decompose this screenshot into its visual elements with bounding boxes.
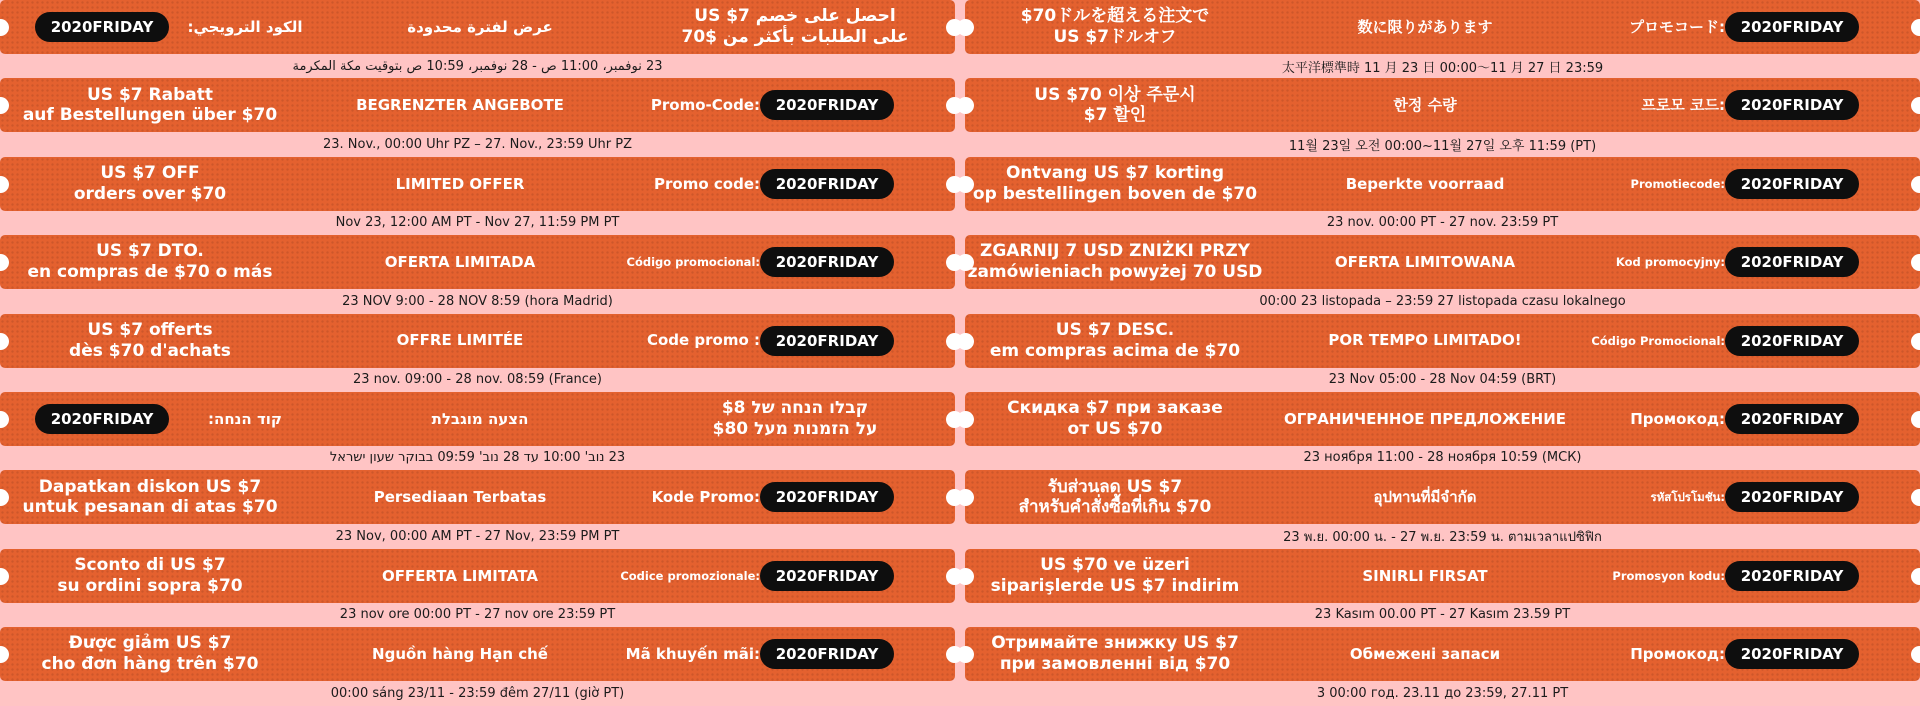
coupon-band: [965, 78, 1920, 132]
coupon-pl: [965, 235, 1920, 313]
promo-code-pill[interactable]: 2020FRIDAY: [35, 404, 169, 434]
limited-offer-label: Persediaan Terbatas: [373, 488, 547, 507]
promo-code-label: รหัสโปรโมชัน:: [1650, 490, 1725, 505]
promo-code-pill[interactable]: 2020FRIDAY: [760, 326, 894, 356]
offer-text: US $7 DTO. en compras de $70 o más: [27, 241, 273, 283]
limited-offer-label: Обмежені запаси: [1349, 644, 1501, 663]
validity-dates: 23 ноября 11:00 - 28 ноября 10:59 (МСК): [1303, 450, 1582, 466]
coupon-ar: [0, 0, 955, 78]
limited-offer-label: Beperkte voorraad: [1345, 174, 1505, 193]
limited-offer-label: OFERTA LIMITOWANA: [1334, 253, 1516, 272]
notch-left: [0, 411, 9, 428]
promo-code-label: プロモコード:: [1629, 17, 1725, 36]
coupon-vi: [0, 627, 955, 705]
promo-code-label: Codice promozionale:: [620, 568, 760, 583]
coupon-en: [0, 157, 955, 235]
coupon-ja: [965, 0, 1920, 78]
limited-offer-label: LIMITED OFFER: [395, 174, 525, 193]
coupon-band: [965, 392, 1920, 446]
validity-dates: 23 Nov 05:00 - 28 Nov 04:59 (BRT): [1328, 372, 1557, 388]
offer-text: Sconto di US $7 su ordini sopra $70: [57, 555, 243, 596]
coupon-fr: [0, 314, 955, 392]
coupon-band: [965, 470, 1920, 524]
coupon-ko: [965, 78, 1920, 156]
promo-code-pill[interactable]: 2020FRIDAY: [35, 12, 169, 42]
limited-offer-label: POR TEMPO LIMITADO!: [1328, 331, 1522, 350]
coupon-band: [0, 314, 955, 368]
promo-code-label: Промокод:: [1630, 644, 1725, 663]
offer-text: US $7 offerts dès $70 d'achats: [69, 319, 231, 361]
coupon-band: [965, 0, 1920, 54]
offer-text: Ontvang US $7 korting op bestellingen boven de $70: [972, 163, 1258, 204]
validity-dates: 23 nov ore 00:00 PT - 27 nov ore 23:59 PT: [339, 607, 616, 623]
offer-text: קבלו הנחה של $8 על הזמנות מעל $80: [712, 398, 878, 439]
promo-code-pill[interactable]: 2020FRIDAY: [1725, 12, 1859, 42]
limited-offer-label: OFFERTA LIMITATA: [381, 566, 539, 585]
coupon-de: [0, 78, 955, 156]
notch-right: [1911, 333, 1920, 350]
validity-dates: 23 nov. 00:00 PT - 27 nov. 23:59 PT: [1326, 215, 1559, 231]
coupon-band: [0, 470, 955, 524]
coupon-band: [965, 157, 1920, 211]
notch-right: [1911, 646, 1920, 663]
promo-code-pill[interactable]: 2020FRIDAY: [1725, 482, 1859, 512]
coupon-band: [0, 0, 955, 54]
coupon-band: [0, 627, 955, 681]
offer-text: US $70 이상 주문시 $7 할인: [1034, 84, 1196, 126]
coupon-it: [0, 549, 955, 627]
promo-code-label: Mã khuyến mãi:: [625, 644, 760, 663]
validity-dates: 3 00:00 год. 23.11 до 23:59, 27.11 PT: [1316, 685, 1569, 701]
promo-code-pill[interactable]: 2020FRIDAY: [760, 247, 894, 277]
limited-offer-label: อุปทานที่มีจำกัด: [1373, 488, 1477, 507]
promo-code-label: Promo-Code:: [650, 96, 760, 115]
validity-dates: 23 พ.ย. 00:00 น. - 27 พ.ย. 23:59 น. ตามเวลาแปซิฟิก: [1283, 529, 1602, 545]
limited-offer-label: SINIRLI FIRSAT: [1362, 566, 1488, 585]
promo-code-label: Código Promocional:: [1591, 333, 1725, 348]
notch-right: [1911, 97, 1920, 114]
offer-text: احصل على خصم US $7 على الطلبات بأكثر من $70: [681, 6, 909, 47]
coupon-uk: [965, 627, 1920, 705]
promo-code-label: Промокод:: [1630, 409, 1725, 428]
promo-code-label: 프로모 코드:: [1641, 96, 1725, 115]
coupon-he: [0, 392, 955, 470]
coupon-nl: [965, 157, 1920, 235]
offer-text: Отримайте знижку US $7 при замовленні від $70: [991, 633, 1239, 675]
offer-text: US $70 ve üzeri siparişlerde US $7 indirim: [990, 555, 1240, 596]
validity-dates: 00:00 23 listopada – 23:59 27 listopada czasu lokalnego: [1259, 293, 1626, 309]
coupon-band: [0, 392, 955, 446]
limited-offer-label: ОГРАНИЧЕННОЕ ПРЕДЛОЖЕНИЕ: [1283, 409, 1567, 428]
validity-dates: 太平洋標準時 11 月 23 日 00:00～11 月 27 日 23:59: [1281, 60, 1604, 76]
coupon-band: [0, 78, 955, 132]
promo-code-label: Kode Promo:: [651, 488, 760, 507]
validity-dates: 23 nov. 09:00 - 28 nov. 08:59 (France): [352, 372, 603, 388]
promo-code-label: קוד הנחה:: [208, 409, 282, 428]
promo-code-pill[interactable]: 2020FRIDAY: [760, 561, 894, 591]
offer-text: US $7 OFF orders over $70: [73, 163, 227, 204]
promo-code-pill[interactable]: 2020FRIDAY: [1725, 639, 1859, 669]
limited-offer-label: Nguồn hàng Hạn chế: [372, 644, 548, 663]
coupon-band: [0, 549, 955, 603]
offer-text: Được giảm US $7 cho đơn hàng trên $70: [41, 633, 259, 675]
limited-offer-label: OFERTA LIMITADA: [384, 253, 536, 272]
promo-code-pill[interactable]: 2020FRIDAY: [1725, 169, 1859, 199]
promo-code-pill[interactable]: 2020FRIDAY: [760, 639, 894, 669]
promo-code-label: Promotiecode:: [1630, 176, 1725, 191]
notch-right: [1911, 176, 1920, 193]
validity-dates: 23 NOV 9:00 - 28 NOV 8:59 (hora Madrid): [342, 293, 613, 309]
coupon-tr: [965, 549, 1920, 627]
coupon-id: [0, 470, 955, 548]
offer-text: Скидка $7 при заказе от US $70: [1007, 398, 1223, 439]
promo-code-pill[interactable]: 2020FRIDAY: [760, 169, 894, 199]
limited-offer-label: 数に限りがあります: [1357, 17, 1493, 36]
coupon-band: [965, 627, 1920, 681]
notch-right: [1911, 411, 1920, 428]
limited-offer-label: عرض لفترة محدودة: [407, 17, 553, 36]
offer-text: ZGARNIJ 7 USD ZNIŻKI PRZY zamówieniach powyżej 70 USD: [967, 241, 1263, 283]
validity-dates: 23 Kasım 00.00 PT - 27 Kasım 23.59 PT: [1314, 607, 1571, 623]
notch-right: [1911, 568, 1920, 585]
coupon-band: [965, 314, 1920, 368]
promo-code-pill[interactable]: 2020FRIDAY: [1725, 326, 1859, 356]
validity-dates: 23. Nov., 00:00 Uhr PZ – 27. Nov., 23:59 Uhr PZ: [322, 136, 633, 152]
limited-offer-label: 한정 수량: [1393, 96, 1457, 115]
coupon-band: [0, 235, 955, 289]
promo-code-pill[interactable]: 2020FRIDAY: [1725, 90, 1859, 120]
limited-offer-label: הצעה מוגבלת: [431, 409, 529, 428]
coupon-ru: [965, 392, 1920, 470]
notch-left: [0, 19, 9, 36]
notch-right: [1911, 254, 1920, 271]
coupon-es: [0, 235, 955, 313]
coupon-band: [965, 549, 1920, 603]
coupon-column-right: [965, 0, 1920, 706]
offer-text: Dapatkan diskon US $7 untuk pesanan di atas $70: [22, 476, 278, 518]
promo-code-pill[interactable]: 2020FRIDAY: [1725, 247, 1859, 277]
notch-right: [1911, 489, 1920, 506]
validity-dates: 23 نوفمبر، 11:00 ص - 28 نوفمبر، 10:59 ص بتوقيت مكة المكرمة: [292, 58, 663, 74]
offer-text: $70ドルを超える注文で US $7ドルオフ: [1020, 6, 1210, 47]
validity-dates: Nov 23, 12:00 AM PT - Nov 27, 11:59 PM PT: [335, 215, 620, 231]
promo-code-pill[interactable]: 2020FRIDAY: [1725, 404, 1859, 434]
promo-code-label: Promosyon kodu:: [1612, 568, 1725, 583]
promo-code-pill[interactable]: 2020FRIDAY: [1725, 561, 1859, 591]
promo-code-pill[interactable]: 2020FRIDAY: [760, 90, 894, 120]
limited-offer-label: OFFRE LIMITÉE: [396, 331, 524, 350]
offer-text: US $7 DESC. em compras acima de $70: [989, 319, 1241, 361]
promo-code-label: Code promo :: [646, 331, 760, 350]
offer-text: US $7 Rabatt auf Bestellungen über $70: [22, 84, 278, 126]
promo-code-label: Kod promocyjny:: [1615, 255, 1725, 270]
coupon-pt: [965, 314, 1920, 392]
limited-offer-label: BEGRENZTER ANGEBOTE: [356, 96, 564, 115]
promo-code-pill[interactable]: 2020FRIDAY: [760, 482, 894, 512]
validity-dates: 00:00 sáng 23/11 - 23:59 đêm 27/11 (giờ PT): [330, 685, 625, 701]
validity-dates: 11월 23일 오전 00:00~11월 27일 오후 11:59 (PT): [1288, 138, 1597, 154]
coupon-th: [965, 470, 1920, 548]
offer-text: รับส่วนลด US $7 สำหรับคำสั่งซื้อที่เกิน $70: [1018, 476, 1212, 518]
coupon-band: [965, 235, 1920, 289]
validity-dates: 23 נוב' 10:00 עד 28 נוב' 09:59 בבוקר שעון ישראל: [329, 450, 626, 466]
notch-right: [1911, 19, 1920, 36]
coupon-band: [0, 157, 955, 211]
validity-dates: 23 Nov, 00:00 AM PT - 27 Nov, 23:59 PM PT: [335, 528, 620, 544]
promo-code-label: Código promocional:: [626, 255, 760, 270]
promo-code-label: الكود الترويجي:: [187, 17, 303, 36]
promo-code-label: Promo code:: [654, 174, 760, 193]
coupon-column-left: [0, 0, 955, 706]
